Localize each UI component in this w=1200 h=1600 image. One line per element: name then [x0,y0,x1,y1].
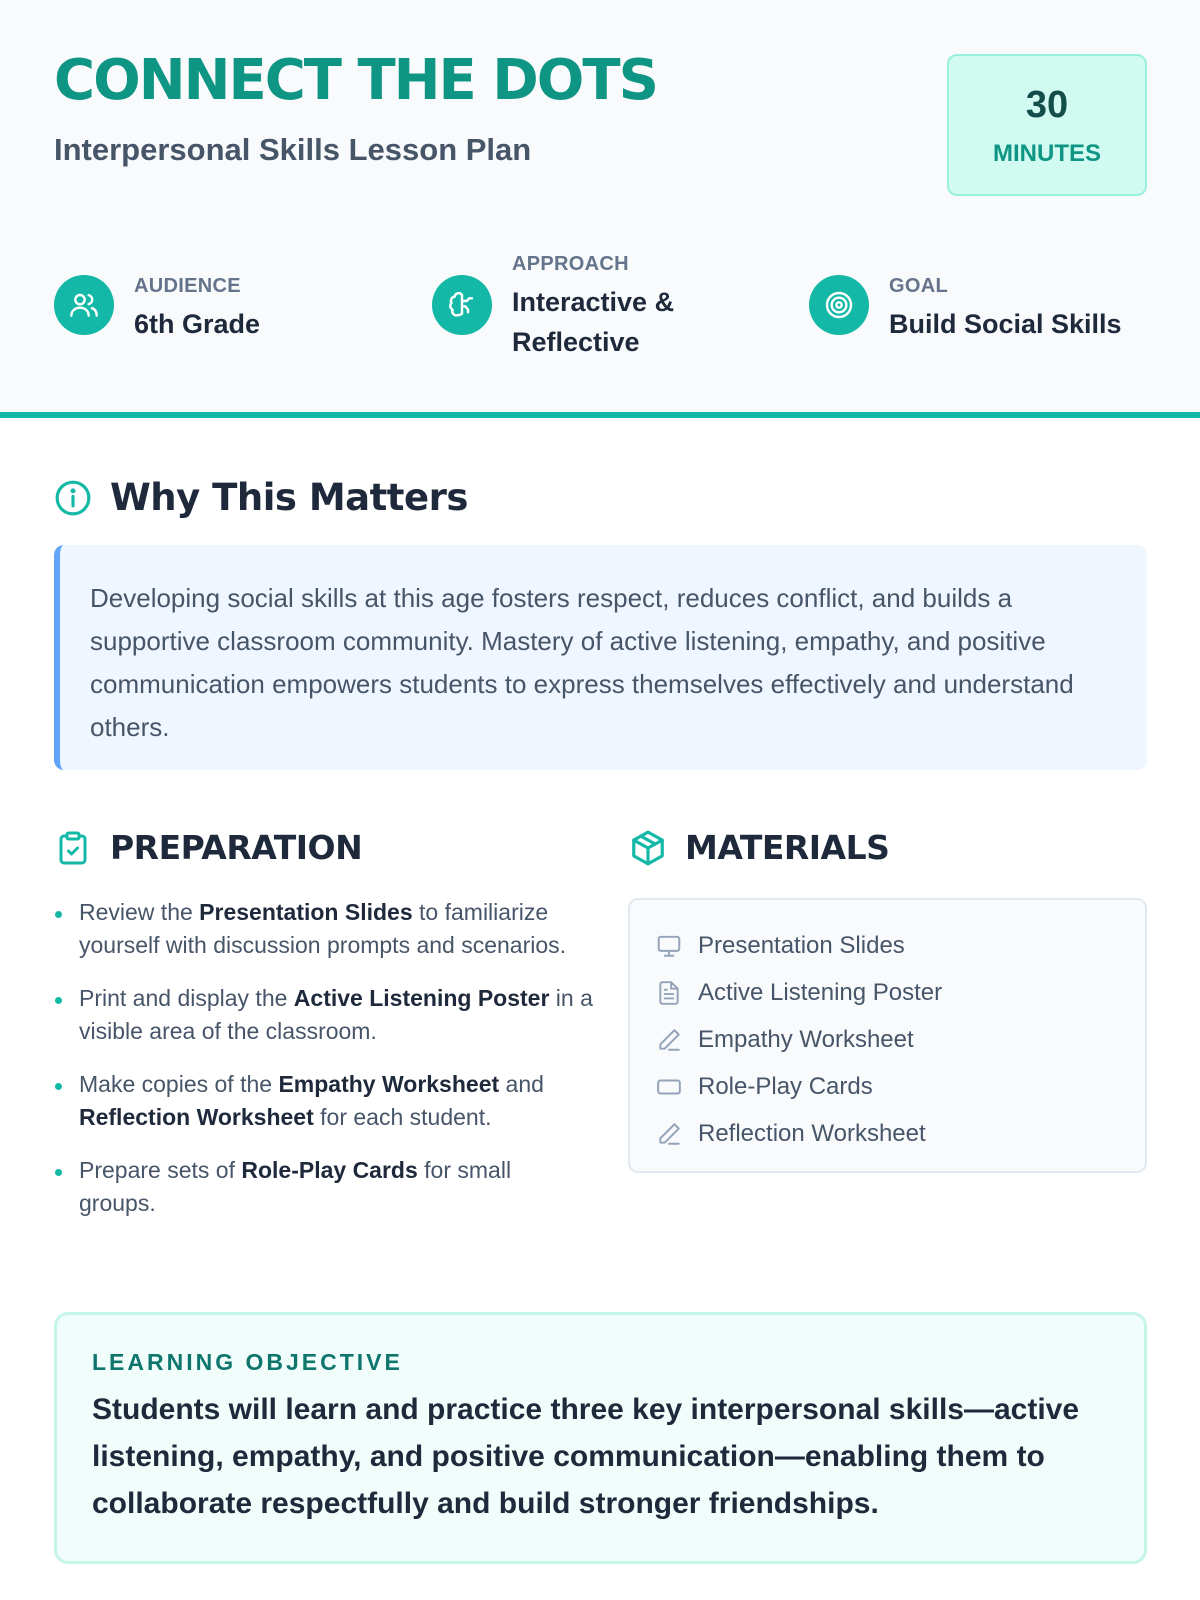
list-item: Print and display the Active Listening Poster in a visible area of the classroom. [54,982,594,1048]
page-title: CONNECT THE DOTS [54,48,657,113]
meta-value: Build Social Skills [889,309,1122,339]
material-label: Reflection Worksheet [698,1119,926,1147]
meta-audience [54,275,260,344]
card-icon [656,1074,682,1100]
objective-label: LEARNING OBJECTIVE [92,1349,403,1375]
material-label: Active Listening Poster [698,978,943,1006]
pencil-icon [656,1121,682,1147]
materials-heading [629,828,889,867]
meta-value-line: Interactive & [512,287,675,317]
list-item: Make copies of the Empathy Worksheet and Reflection Worksheet for each student. [54,1068,594,1134]
section-title: MATERIALS [685,828,890,867]
duration-value: 30 [1025,84,1069,126]
list-item [656,1110,1119,1157]
list-item: Prepare sets of Role-Play Cards for small groups. [54,1154,594,1220]
file-text-icon [656,980,682,1006]
clipboard-check-icon [54,829,92,867]
monitor-icon [656,933,682,959]
learning-objective-card [54,1312,1147,1564]
list-item [656,922,1119,969]
meta-value: 6th Grade [134,309,261,339]
package-icon [629,829,667,867]
materials-list [628,898,1147,1173]
meta-goal [809,275,1122,344]
duration-badge [947,54,1147,196]
preparation-list [54,896,594,1240]
why-heading [54,476,468,519]
objective-text: Students will learn and practice three key interpersonal skills—active listening, empathy, and positive communication—enabling them to collaborate respectfully and build stronger friendships. [92,1393,1080,1520]
why-text: Developing social skills at this age fosters respect, reduces conflict, and builds a supportive classroom community. Mastery of active listening, empathy, and positive communication empowers students to express themselves effectively and understand others. [90,583,1074,742]
brain-icon [432,275,492,335]
meta-value [512,282,674,362]
meta-value-line: Reflective [512,327,640,357]
list-item: Review the Presentation Slides to familiarize yourself with discussion prompts and scenarios. [54,896,594,962]
meta-label: AUDIENCE [134,275,241,297]
meta-label: GOAL [889,275,948,297]
why-callout [54,545,1147,770]
list-item [656,969,1119,1016]
users-icon [54,275,114,335]
pencil-icon [656,1027,682,1053]
meta-label: APPROACH [512,253,629,275]
material-label: Role-Play Cards [698,1072,873,1100]
section-title: Why This Matters [110,476,468,519]
meta-approach [432,253,674,362]
material-label: Presentation Slides [698,931,905,959]
page-subtitle: Interpersonal Skills Lesson Plan [54,132,532,167]
preparation-heading [54,828,362,867]
lesson-header [0,0,1200,418]
duration-unit: MINUTES [993,140,1101,167]
target-icon [809,275,869,335]
list-item [656,1016,1119,1063]
info-icon [54,479,92,517]
section-title: PREPARATION [110,828,363,867]
list-item [656,1063,1119,1110]
material-label: Empathy Worksheet [698,1025,914,1053]
